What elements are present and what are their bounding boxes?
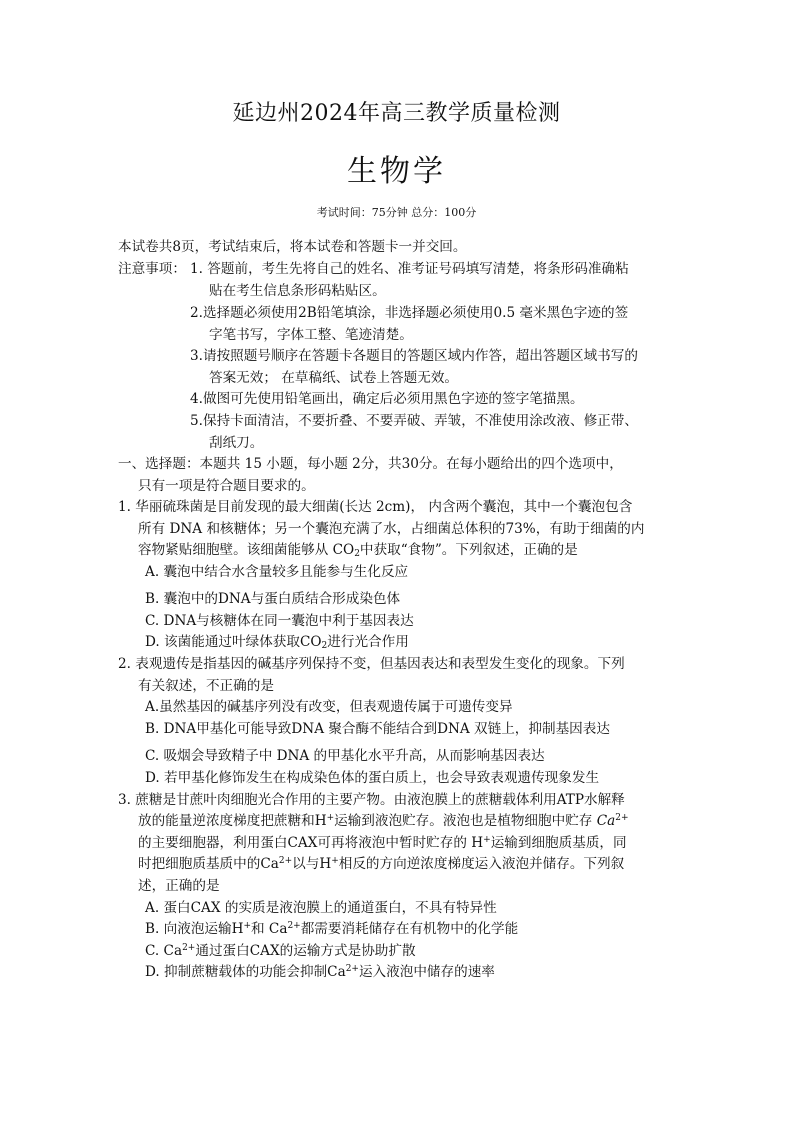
question-2-option-c: C. 吸烟会导致精子中 DNA 的甲基化水平升高，从而影响基因表达: [145, 748, 545, 764]
notice-item: 5.保持卡面清洁，不要折叠、不要弄破、弄皱，不准使用涂改液、修正带、: [190, 413, 638, 429]
question-2-option-d: D. 若甲基化修饰发生在构成染色体的蛋白质上，也会导致表观遗传现象发生: [145, 770, 600, 786]
question-3-option-b: B. 向液泡运输H+和 $Ca^{2+}$都需要消耗储存在有机物中的化学能: [145, 921, 519, 937]
notice-item: 2.选择题必须使用2B铅笔填涂，非选择题必须使用0.5 毫米黑色字迹的签: [190, 305, 629, 321]
question-1-option-d: D. 该菌能通过叶绿体获取$CO_2$进行光合作用: [145, 634, 409, 651]
question-3-stem: 述，正确的是: [138, 878, 220, 894]
intro-text: 本试卷共8页，考试结束后，将本试卷和答题卡一并交回。: [118, 239, 467, 255]
notice-label: 注意事项：: [118, 261, 186, 277]
notice-item: 刮纸刀。: [209, 435, 264, 451]
question-1-option-b: B. 囊泡中的DNA与蛋白质结合形成染色体: [145, 591, 401, 607]
question-3-stem: 放的能量逆浓度梯度把蔗糖和H+运输到液泡贮存。液泡也是植物细胞中贮存 $Ca^{2+}$: [138, 813, 629, 829]
question-1-stem: 容物紧贴细胞壁。该细菌能够从 $CO_2$中获取“食物”。下列叙述，正确的是: [138, 542, 578, 559]
notice-item: 3.请按照题号顺序在答题卡各题目的答题区域内作答，超出答题区域书写的: [190, 348, 638, 364]
question-2-stem: 2. 表观遗传是指基因的碱基序列保持不变，但基因表达和表型发生变化的现象。下列: [118, 656, 625, 672]
section-heading-cont: 只有一项是符合题目要求的。: [138, 478, 315, 494]
notice-item: 答案无效； 在草稿纸、试卷上答题无效。: [209, 370, 459, 386]
exam-title: 延边州2024年高三教学质量检测: [232, 101, 561, 126]
exam-info: 考试时间：75分钟 总分：100分: [316, 206, 477, 219]
question-1-option-c: C. DNA与核糖体在同一囊泡中利于基因表达: [145, 613, 414, 629]
notice-item: 字笔书写，字体工整、笔迹清楚。: [209, 327, 413, 343]
section-heading: 一、选择题：本题共 15 小题，每小题 2分，共30分。在每小题给出的四个选项中，: [118, 456, 623, 472]
question-1-option-a: A. 囊泡中结合水含量较多且能参与生化反应: [145, 564, 409, 580]
subject-title: 生物学: [347, 154, 446, 189]
notice-item: 4.做图可先使用铅笔画出，确定后必须用黑色字迹的签字笔描黑。: [190, 391, 584, 407]
question-2-stem: 有关叙述，不正确的是: [138, 678, 274, 694]
question-3-stem: 时把细胞质基质中的$Ca^{2+}$以与H+相反的方向逆浓度梯度运入液泡并储存。下列叙: [138, 856, 625, 872]
notice-item: 贴在考生信息条形码粘贴区。: [209, 283, 386, 299]
question-3-option-c: C. $Ca^{2+}$通过蛋白CAX的运输方式是协助扩散: [145, 943, 416, 959]
question-2-option-b: B. DNA甲基化可能导致DNA 聚合酶不能结合到DNA 双链上，抑制基因表达: [145, 721, 610, 737]
question-3-stem: 的主要细胞器，利用蛋白CAX可再将液泡中暂时贮存的 H+运输到细胞质基质，同: [138, 835, 627, 851]
question-1-stem: 所有 DNA 和核糖体；另一个囊泡充满了水，占细菌总体积的73%，有助于细菌的内: [138, 521, 645, 537]
question-3-stem: 3. 蔗糖是甘蔗叶肉细胞光合作用的主要产物。由液泡膜上的蔗糖载体利用ATP水解释: [118, 792, 625, 808]
question-2-option-a: A.虽然基因的碱基序列没有改变，但表观遗传属于可遗传变异: [145, 699, 513, 715]
question-1-stem: 1. 华丽硫珠菌是目前发现的最大细菌(长达 2cm)， 内含两个囊泡，其中一个囊泡包含: [118, 499, 633, 515]
notice-item: 1. 答题前，考生先将自己的姓名、准考证号码填写清楚，将条形码准确粘: [190, 261, 629, 277]
question-3-option-a: A. 蛋白CAX 的实质是液泡膜上的通道蛋白，不具有特异性: [145, 900, 497, 916]
question-3-option-d: D. 抑制蔗糖载体的功能会抑制$Ca^{2+}$运入液泡中储存的速率: [145, 964, 495, 980]
